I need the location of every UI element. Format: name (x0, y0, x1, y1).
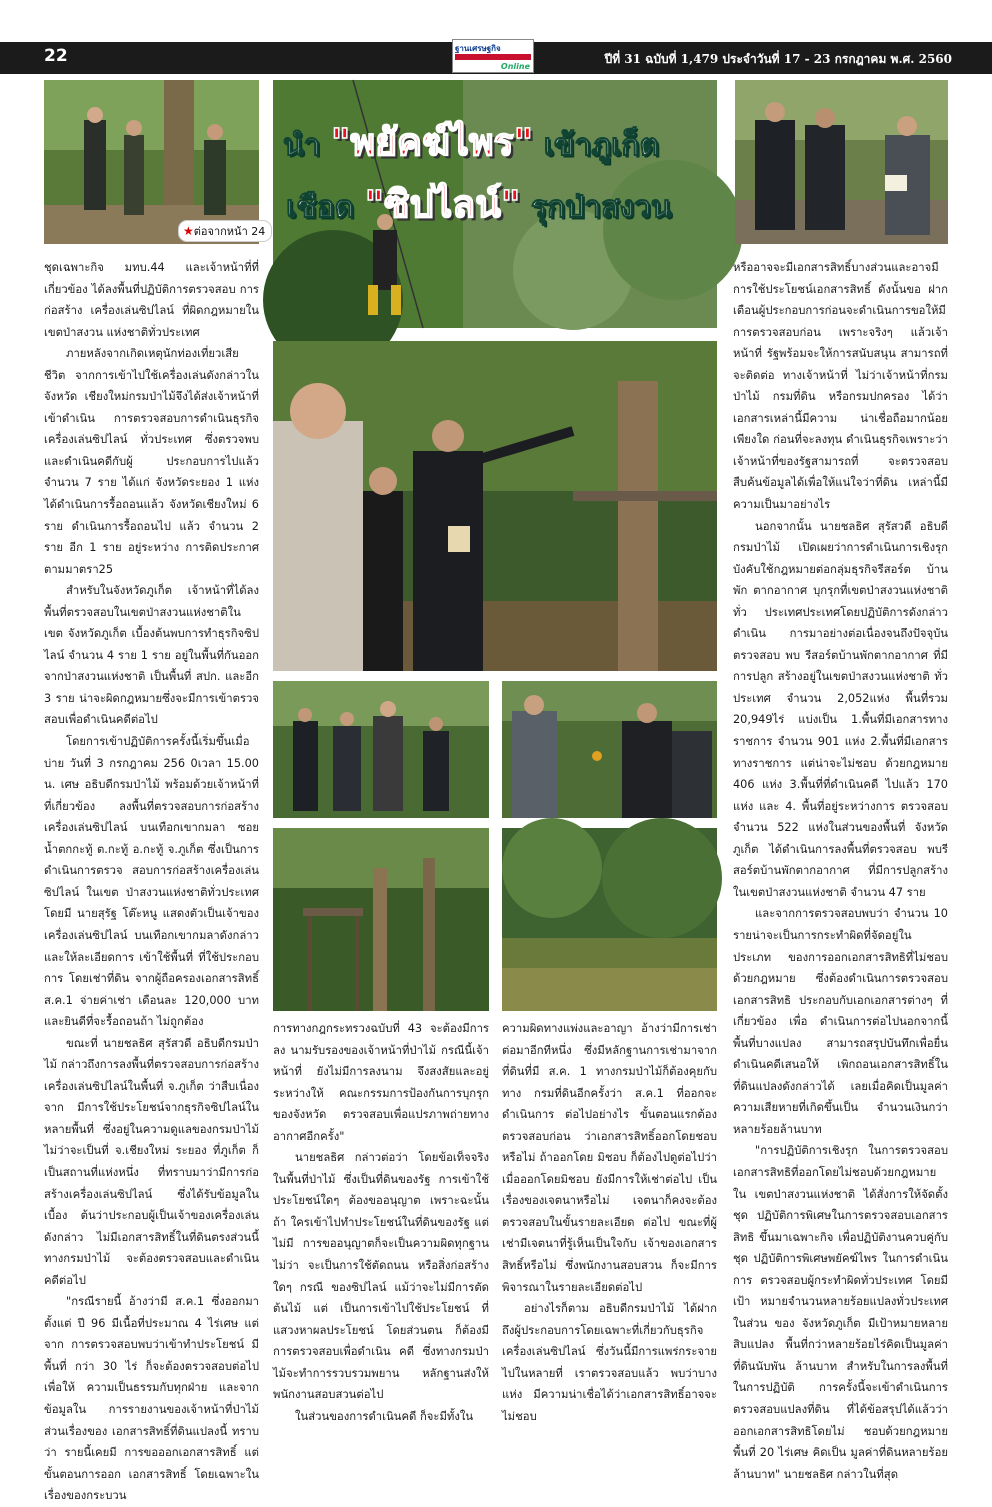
col4-paragraph-4: "การปฏิบัติการเชิงรุก ในการตรวจสอบ เอกสารสิทธิที่ออกโดยไม่ชอบด้วยกฎหมายใน เขตป่าสงวนแห่งชาติ ได้สั่งการให้จัดตั้งชุด ปฏิบัติการพิเศษในการตรวจสอบเอกสารสิทธิ ขึ้นมาเฉพาะกิจ เพื่อปฏิบัติงานควบคู่กับชุด ปฏิบัติการพิเศษพยัคฆ์ไพร ในการดำเนินการ ตรวจสอบผู้กระทำผิดทั่วประเทศ โดยมีเป้า หมายจำนวนหลายร้อยแปลงทั่วประเทศในส่วน ของ จังหวัดภูเก็ต มีเป้าหมายหลายสิบแปลง พื้นที่กว่าหลายร้อยไร่คิดเป็นมูลค่าที่ดินนับพัน ล้านบาท สำหรับในการลงพื้นที่ในการปฏิบัติ การครั้งนี้จะเข้าดำเนินการตรวจสอบแปลงที่ดิน ที่ได้ข้อสรุปได้แล้วว่าออกเอกสารสิทธิโดยไม่ ชอบด้วยกฎหมาย พื้นที่ 20 ไร่เศษ คิดเป็น มูลค่าที่ดินหลายร้อยล้านบาท" นายชลธิศ กล่าวในที่สุด (733, 1144, 948, 1481)
headline-line2 (286, 174, 671, 234)
photo-press-interview (502, 681, 717, 818)
headline-line2-highlight: "ซิปไลน์" (364, 182, 521, 226)
col1-paragraph-2: ภายหลังจากเกิดเหตุนักท่องเที่ยวเสียชีวิต จากการเข้าไปใช้เครื่องเล่นดังกล่าวในจังหวัด เชียงใหม่กรมป่าไม้จึงได้ส่งเจ้าหน้าที่เข้าดำเนิน การตรวจสอบการดำเนินธุรกิจเครื่องเล่นซิปไลน์ ทั่วประเทศ ซึ่งตรวจพบและดำเนินคดีกับผู้ ประกอบการไปแล้ว จำนวน 7 ราย ได้แก่ จังหวัดระยอง 1 แห่ง ได้ดำเนินการรื้อถอนแล้ว จังหวัดเชียงใหม่ 6 ราย ดำเนินการรื้อถอนไป แล้ว จำนวน 2 ราย อีก 1 ราย อยู่ระหว่าง การติดประกาศ ตามมาตรา25 (44, 347, 259, 576)
col1-paragraph-1: ชุดเฉพาะกิจ มทบ.44 และเจ้าหน้าที่ที่เกี่ยวข้อง ได้ลงพื้นที่ปฏิบัติการตรวจสอบ การก่อสร้าง เครื่องเล่นซิปไลน์ ที่ผิดกฎหมายในเขตป่าสงวน แห่งชาติทั่วประเทศ (44, 261, 259, 339)
page-number: 22 (44, 46, 68, 66)
col3-paragraph-1: ความผิดทางแพ่งและอาญา อ้างว่ามีการเช่า ต่อมาอีกทีหนึ่ง ซึ่งมีหลักฐานการเช่ามาจาก ที่ดินที่มี ส.ค. 1 ทางกรมป่าไม้ก็ต้องคุยกับทาง กรมที่ดินอีกครั้งว่า ส.ค.1 ที่ออกจะดำเนินการ ต่อไปอย่างไร ขั้นตอนแรกต้องตรวจสอบก่อน ว่าเอกสารสิทธิ์ออกโดยชอบหรือไม่ ถ้าออกโดย มิชอบ ก็ต้องไปดูต่อไปว่าเมื่อออกโดยมิชอบ ยังมีการให้เช่าต่อไป เป็นเรื่องของเจตนาหรือไม่ เจตนาก็คงจะต้องตรวจสอบในขั้นรายละเอียด ต่อไป ขณะที่ผู้เช่ามีเจตนาที่รู้เห็นเป็นใจกับ เจ้าของเอกสารสิทธิ์หรือไม่ ซึ่งพนักงานสอบสวน ก็จะมีการพิจารณาในรายละเอียดต่อไป (502, 1022, 717, 1294)
col2-paragraph-2: นายชลธิศ กล่าวต่อว่า โดยข้อเท็จจริง ในพื้นที่ป่าไม้ ซึ่งเป็นที่ดินของรัฐ การเข้าใช้ ประโยชน์ใดๆ ต้องขออนุญาต เพราะฉะนั้นถ้า ใครเข้าไปทำประโยชน์ในที่ดินของรัฐ แต่ไม่มี การขออนุญาตก็จะเป็นความผิดทุกฐาน ไม่ว่า จะเป็นการใช้ตัดถนน หรือสิ่งก่อสร้างใดๆ กรณี ของซิปไลน์ แม้ว่าจะไม่มีการตัดต้นไม้ แต่ เป็นการเข้าไปใช้ประโยชน์ ที่แสวงหาผลประโยชน์ โดยส่วนตน ก็ต้องมีการตรวจสอบเพื่อดำเนิน คดี ซึ่งทางกรมป่าไม้จะทำการรวบรวมพยาน หลักฐานส่งให้พนักงานสอบสวนต่อไป (273, 1151, 489, 1402)
col4-paragraph-2: นอกจากนั้น นายชลธิศ สุรัสวดี อธิบดี กรมป่าไม้ เปิดเผยว่าการดำเนินการเชิงรุก บังคับใช้กฎหมายต่อกลุ่มธุรกิจรีสอร์ต บ้านพัก ตากอากาศ บุกรุกที่เขตป่าสงวนแห่งชาติ ทั่ว ประเทศประเทศโดยปฏิบัติการดังกล่าวดำเนิน การมาอย่างต่อเนื่องจนถึงปัจจุบัน ตรวจสอบ พบ รีสอร์ตบ้านพักตากอากาศ ที่มีการปลูก สร้างอยู่ในเขตป่าสงวนแห่งชาติ ทั่วประเทศ จำนวน 2,052แห่ง พื้นที่รวม 20,949ไร่ แบ่งเป็น 1.พื้นที่มีเอกสารทางราชการ จำนวน 901 แห่ง 2.พื้นที่มีเอกสารทางราชการ แต่น่าจะไม่ชอบ ด้วยกฎหมาย 406 แห่ง 3.พื้นที่ที่ดำเนินคดี ไปแล้ว 170 แห่ง และ 4. พื้นที่อยู่ระหว่างการ ตรวจสอบจำนวน 522 แห่งในส่วนของพื้นที่ จังหวัด ภูเก็ต ได้ดำเนินการลงพื้นที่ตรวจสอบ พบรีสอร์ตบ้านพักตากอากาศ ที่มีการปลูกสร้าง ในเขตป่าสงวนแห่งชาติ จำนวน 47 ราย (733, 519, 948, 899)
masthead-logo (452, 39, 534, 73)
article-column-3 (502, 1018, 717, 1423)
col1-paragraph-3: สำหรับในจังหวัดภูเก็ต เจ้าหน้าที่ได้ลง พื้นที่ตรวจสอบในเขตป่าสงวนแห่งชาติในเขต จังหวัดภูเก็ต เบื้องต้นพบการทำธุรกิจซิปไลน์ จำนวน 4 ราย 1 ราย อยู่ในพื้นที่กันออก จากป่าสงวนแห่งชาติ เป็นพื้นที่ สปก. และอีก 3 ราย น่าจะผิดกฎหมายซึ่งจะมีการเข้าตรวจ สอบเพื่อดำเนินคดีต่อไป (44, 584, 259, 727)
continued-badge (178, 220, 272, 242)
photo-forest-clearing (502, 828, 717, 1011)
continued-text: ต่อจากหน้า 24 (193, 225, 266, 238)
headline-line1-prefix: นำ (283, 128, 321, 163)
photo-group-inspection (273, 681, 489, 818)
col2-paragraph-3: ในส่วนของการดำเนินคดี ก็จะมีทั้งใน (295, 1409, 474, 1423)
col2-paragraph-1: การทางกฎกระทรวงฉบับที่ 43 จะต้องมีการลง นามรับรองของเจ้าหน้าที่ป่าไม้ กรณีนี้เจ้าหน้าที่ ยังไม่มีการลงนาม จึงสงสัยและอยู่ระหว่างให้ คณะกรรมการป้องกันการบุกรุกของจังหวัด ตรวจสอบเพื่อแปรภาพถ่ายทางอากาศอีกครั้ง" (273, 1022, 489, 1143)
headline-line1-suffix: เข้าภูเก็ต (543, 128, 659, 163)
issue-info: ปีที่ 31 ฉบับที่ 1,479 ประจำวันที่ 17 - 23 กรกฎาคม พ.ศ. 2560 (604, 52, 952, 66)
col4-paragraph-3: และจากการตรวจสอบพบว่า จำนวน 10 รายน่าจะเป็นการกระทำผิดที่จัดอยู่ในประเภท ของการออกเอกสารสิทธิที่ไม่ชอบด้วยกฎหมาย ซึ่งต้องดำเนินการตรวจสอบเอกสารสิทธิ ประกอบกับเอกเอกสารต่างๆ ที่เกี่ยวข้อง เพื่อ ดำเนินการต่อไปนอกจากนี้พื้นที่บางแปลง สามารถสรุปบันทึกเพื่อยื่นดำเนินคดีเสนอให้ เพิกถอนเอกสารสิทธิ์ในที่ดินแปลงดังกล่าวได้ เลยเมื่อคิดเป็นมูลค่าความเสียหายที่เกิดขึ้นเป็น จำนวนเงินกว่าหลายร้อยล้านบาท (733, 907, 948, 1136)
star-icon: ★ (183, 224, 194, 238)
article-column-1 (44, 257, 259, 1503)
headline-line1-highlight: "พยัคฆ์ไพร" (330, 120, 534, 164)
masthead-title: ฐานเศรษฐกิจ (455, 44, 501, 53)
col1-paragraph-4: โดยการเข้าปฏิบัติการครั้งนี้เริ่มขึ้นเมื่อบ่าย วันที่ 3 กรกฎาคม 256 0เวลา 15.00 น. เศษ อธิบดีกรมป่าไม้ พร้อมด้วยเจ้าหน้าที่ที่เกี่ยวข้อง ลงพื้นที่ตรวจสอบการก่อสร้างเครื่องเล่นซิปไลน์ บนเทือกเขากมลา ซอยน้ำตกกะทู้ ต.กะทู้ อ.กะทู้ จ.ภูเก็ต ซึ่งเป็นการดำเนินการตรวจ สอบการก่อสร้างเครื่องเล่นซิปไลน์ ในเขต ป่าสงวนแห่งชาติทั่วประเทศ โดยมี นายสุรัฐ โต๊ะหนู แสดงตัวเป็นเจ้าของเครื่องเล่นซิปไลน์ บนเทือกเขากมลาดังกล่าว และให้ละเอียดการ เข้าใช้พื้นที่ ที่ใช้ประกอบการ โดยเช่าที่ดิน จากผู้ถือครองเอกสารสิทธิ์ ส.ค.1 จ่ายค่าเช่า เดือนละ 120,000 บาท และยินดีที่จะรื้อถอนถ้า ไม่ถูกต้อง (44, 735, 259, 1029)
photo-chief-pointing (273, 341, 717, 671)
headline-line2-prefix: เชือด (286, 190, 355, 225)
headline-line1 (283, 112, 659, 172)
headline-line2-suffix: รุกป่าสงวน (530, 190, 672, 225)
article-column-4 (733, 257, 948, 1481)
col1-paragraph-6: "กรณีรายนี้ อ้างว่ามี ส.ค.1 ซึ่งออกมาตั้งแต่ ปี 96 มีเนื้อที่ประมาณ 4 ไร่เศษ แต่จาก การตรวจสอบพบว่าเข้าทำประโยชน์ มีพื้นที่ กว่า 30 ไร่ ก็จะต้องตรวจสอบต่อไป เพื่อให้ ความเป็นธรรมกับทุกฝ่าย และจากข้อมูลใน การรายงานของเจ้าหน้าที่ป่าไม้ ส่วนเรื่องของ เอกสารสิทธิ์ที่ดินแปลงนี้ ทราบว่า รายนี้เคยมี การขอออกเอกสารสิทธิ์ แต่ขั้นตอนการออก เอกสารสิทธิ์ โดยเฉพาะในเรื่องของกระบวน (44, 1295, 259, 1503)
col3-paragraph-2: อย่างไรก็ตาม อธิบดีกรมป่าไม้ ได้ฝาก ถึงผู้ประกอบการโดยเฉพาะที่เกี่ยวกับธุรกิจ เครื่องเล่นซิปไลน์ ซึ่งวันนี้มีการแพร่กระจาย ไปในหลายที่ เราตรวจสอบแล้ว พบว่าบางแห่ง มีความน่าเชื่อได้ว่าเอกสารสิทธิ์อาจจะไม่ชอบ (502, 1302, 717, 1423)
masthead-online: Online (500, 62, 530, 71)
col4-paragraph-1: หรืออาจจะมีเอกสารสิทธิ์บางส่วนและอาจมี การใช้ประโยชน์เอกสารสิทธิ์ ดังนั้นขอ ฝาก เตือนผู้ประกอบการก่อนจะดำเนินการขอให้มี การตรวจสอบก่อน เพราะจริงๆ แล้วเจ้าหน้าที่ รัฐพร้อมจะให้การสนับสนุน สามารถที่จะติดต่อ ทางเจ้าหน้าที่ ไม่ว่าเจ้าหน้าที่กรมป่าไม้ กรมที่ดิน หรือกรมปกครอง ได้ว่า เอกสารเหล่านี้มีความ น่าเชื่อถือมากน้อยเพียงใด ก่อนที่จะลงทุน ดำเนินธุรกิจเพราะว่าเจ้าหน้าที่ของรัฐสามารถที่ จะตรวจสอบสืบค้นข้อมูลได้เพื่อให้แน่ใจว่าที่ดิน เหล่านี้มีความเป็นมาอย่างไร (733, 261, 948, 512)
col1-paragraph-5: ขณะที่ นายชลธิศ สุรัสวดี อธิบดีกรมป่าไม้ กล่าวถึงการลงพื้นที่ตรวจสอบการก่อสร้าง เครื่องเล่นซิปไลน์ในพื้นที่ จ.ภูเก็ต ว่าสืบเนื่อง จาก มีการใช้ประโยชน์จากธุรกิจซิปไลน์ใน หลายพื้นที่ ซึ่งอยู่ในความดูแลของกรมป่าไม้ ไม่ว่าจะเป็นที่ จ.เชียงใหม่ ระยอง ที่ภูเก็ต ก็เป็นสถานที่แห่งหนึ่ง ที่ทราบมาว่ามีการก่อ สร้างเครื่องเล่นซิปไลน์ ซึ่งได้รับข้อมูลในเบื้อง ต้นว่าประกอบผู้เป็นเจ้าของเครื่องเล่นดังกล่าว ไม่มีเอกสารสิทธิ์ในที่ดินตรงส่วนนี้ทางกรมป่าไม้ จะต้องตรวจสอบและดำเนินคดีต่อไป (44, 1036, 259, 1287)
photo-officers-documents (735, 80, 948, 244)
photo-zipline-platform (273, 828, 489, 1011)
article-column-2 (273, 1018, 489, 1423)
